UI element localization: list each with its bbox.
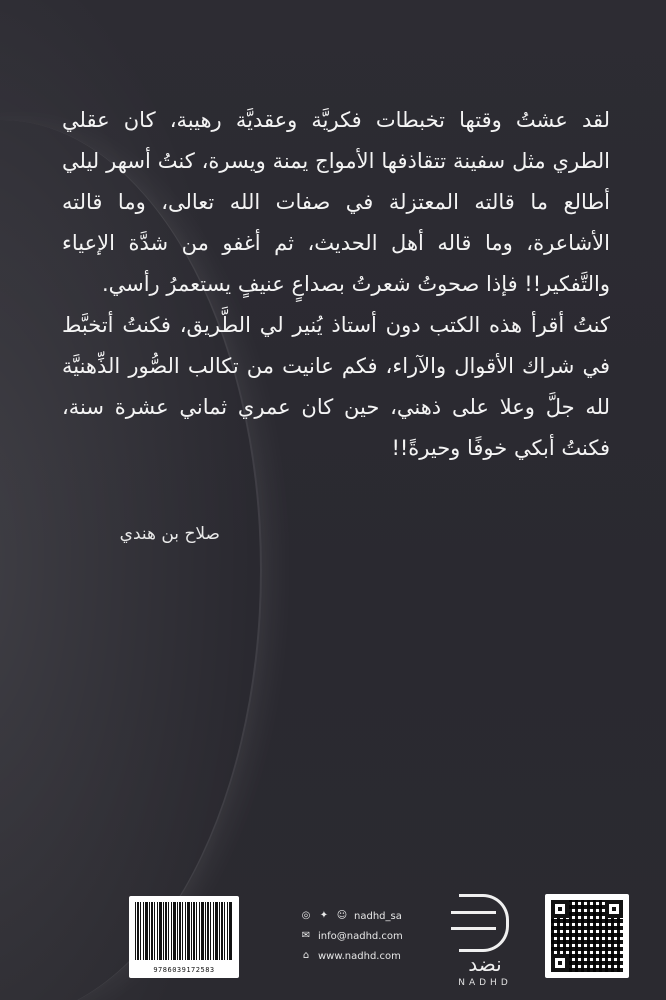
home-icon: ⌂ — [302, 950, 310, 961]
social-row — [300, 906, 450, 926]
qr-finder — [551, 954, 569, 972]
isbn-barcode — [129, 896, 239, 978]
qr-finder — [605, 900, 623, 918]
qr-finder — [551, 900, 569, 918]
blurb-paragraph-2: كنتُ أقرأ هذه الكتب دون أستاذ يُنير لي الطَّريق، فكنتُ أتخبَّط في شراك الأقوال والآراء، فكم عانيت من تكالب الصُّور الذِّهنيَّة لله جلَّ وعلا على ذهني، حين كان عمري ثماني عشرة سنة، فكنتُ أبكي خوفًا وحيرةً!! — [62, 313, 610, 460]
blurb-text — [62, 100, 610, 469]
publisher-name-ar: نضد — [468, 952, 502, 976]
blurb-paragraph-1: لقد عشتُ وقتها تخبطات فكريَّة وعقديَّة رهيبة، كان عقلي الطري مثل سفينة تتقاذفها الأمواج يمنة ويسرة، كنتُ أسهر ليلي أطالع ما قالته المعتزلة في صفات الله تعالى، وما قالته الأشاعرة، وما قاله أهل الحديث، ثم أغفو من شدَّة الإعياء والتَّفكير!! فإذا صحوتُ شعرتُ بصداعٍ عنيفٍ يستعمرُ رأسي. — [62, 108, 610, 296]
social-handle[interactable]: nadhd_sa — [354, 910, 402, 922]
website-link[interactable]: www.nadhd.com — [318, 950, 401, 962]
envelope-icon: ✉ — [301, 930, 311, 941]
barcode-number: 9786039172583 — [153, 966, 215, 974]
twitter-icon: ✦ — [319, 910, 329, 921]
publisher-contact — [300, 906, 450, 966]
instagram-icon: ◎ — [301, 910, 311, 921]
logo-mark-icon — [459, 894, 509, 952]
publisher-name-en: NADHD — [458, 978, 512, 988]
snapchat-icon: ☺ — [336, 910, 348, 921]
author-name: صلاح بن هندي — [119, 524, 220, 544]
publisher-logo — [447, 892, 523, 992]
website-row — [300, 946, 450, 966]
barcode-bars — [135, 902, 233, 960]
qr-code[interactable] — [545, 894, 629, 978]
email-link[interactable]: info@nadhd.com — [318, 930, 403, 942]
email-row — [300, 926, 450, 946]
